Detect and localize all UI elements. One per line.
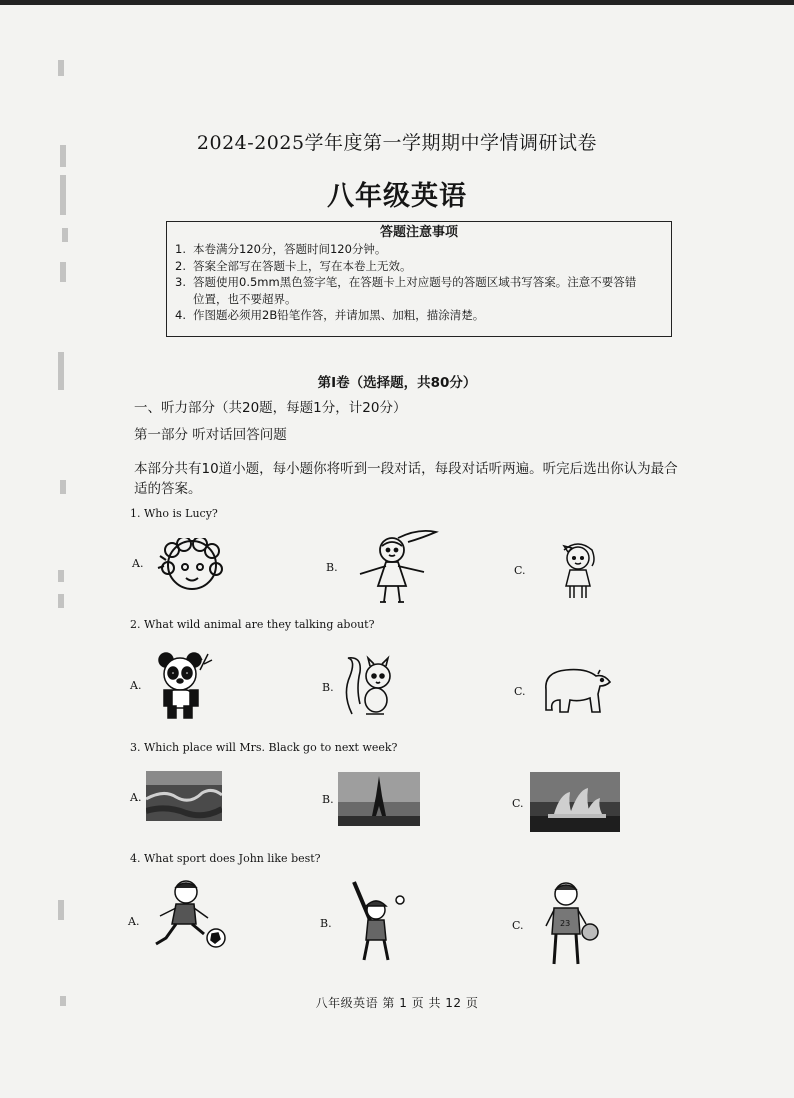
option-label: C. <box>514 685 526 698</box>
subsection-heading: 第一部分 听对话回答问题 <box>134 427 287 443</box>
scan-top-edge <box>0 0 794 5</box>
option-label: A. <box>130 791 142 804</box>
instruction-text: 适的答案。 <box>134 481 202 497</box>
option-label: B. <box>320 917 332 930</box>
option-label: A. <box>130 679 142 692</box>
notice-heading: 答题注意事项 <box>379 225 458 240</box>
question-1: 1. Who is Lucy? <box>130 507 218 520</box>
notice-item-continuation: 位置，也不要超界。 <box>193 291 297 306</box>
notice-item-text: 本卷满分120分，答题时间120分钟。 <box>193 242 387 256</box>
option-label: A. <box>132 557 144 570</box>
polar-bear-icon <box>540 660 612 716</box>
boy-playing-baseball-icon <box>344 880 408 964</box>
option-label: C. <box>514 564 526 577</box>
instruction-text: 本部分共有10道小题，每小题你将听到一段对话，每段对话听两遍。听完后选出你认为最合 <box>134 461 678 477</box>
section-heading: 一、听力部分（共20题，每题1分，计20分） <box>134 400 407 416</box>
notice-item <box>175 258 663 275</box>
notice-item <box>175 241 663 258</box>
girl-with-bow-icon <box>556 540 600 602</box>
exam-title: 2024-2025学年度第一学期期中学情调研试卷 <box>196 132 598 154</box>
option-label: C. <box>512 919 524 932</box>
notice-box <box>166 221 672 337</box>
curly-haired-girl-face-icon <box>156 538 228 594</box>
option-label: B. <box>322 793 334 806</box>
notice-item <box>175 274 663 291</box>
notice-item-number: 3. <box>175 275 186 289</box>
question-3: 3. Which place will Mrs. Black go to next week? <box>130 741 398 754</box>
great-wall-photo-icon <box>146 771 222 821</box>
sydney-opera-house-photo-icon <box>530 772 620 832</box>
notice-item-number: 1. <box>175 242 186 256</box>
exam-subject: 八年级英语 <box>327 181 467 212</box>
panda-icon <box>154 650 216 720</box>
option-label: B. <box>322 681 334 694</box>
notice-item-number: 2. <box>175 258 186 273</box>
eiffel-tower-photo-icon <box>338 772 420 826</box>
svg-text:23: 23 <box>560 919 571 928</box>
question-2: 2. What wild animal are they talking about? <box>130 618 375 631</box>
question-4: 4. What sport does John like best? <box>130 852 321 865</box>
option-label: C. <box>512 797 524 810</box>
squirrel-icon <box>342 654 402 720</box>
boy-playing-soccer-icon <box>146 878 230 956</box>
notice-item-text: 答案全部写在答题卡上，写在本卷上无效。 <box>193 258 412 273</box>
part-title: 第I卷（选择题，共80分） <box>317 375 477 391</box>
notice-item-number: 4. <box>175 308 186 322</box>
option-label: B. <box>326 561 338 574</box>
option-label: A. <box>128 915 140 928</box>
boy-playing-basketball-icon <box>540 880 600 970</box>
page-footer: 八年级英语 第 1 页 共 12 页 <box>315 996 479 1010</box>
girl-with-feather-hair-icon <box>352 528 440 604</box>
notice-item <box>175 307 663 324</box>
notice-item-text: 答题使用0.5mm黑色签字笔，在答题卡上对应题号的答题区域书写答案。注意不要答错 <box>193 275 637 289</box>
notice-item-text: 作图题必须用2B铅笔作答，并请加黑、加粗，描涂清楚。 <box>193 308 485 322</box>
